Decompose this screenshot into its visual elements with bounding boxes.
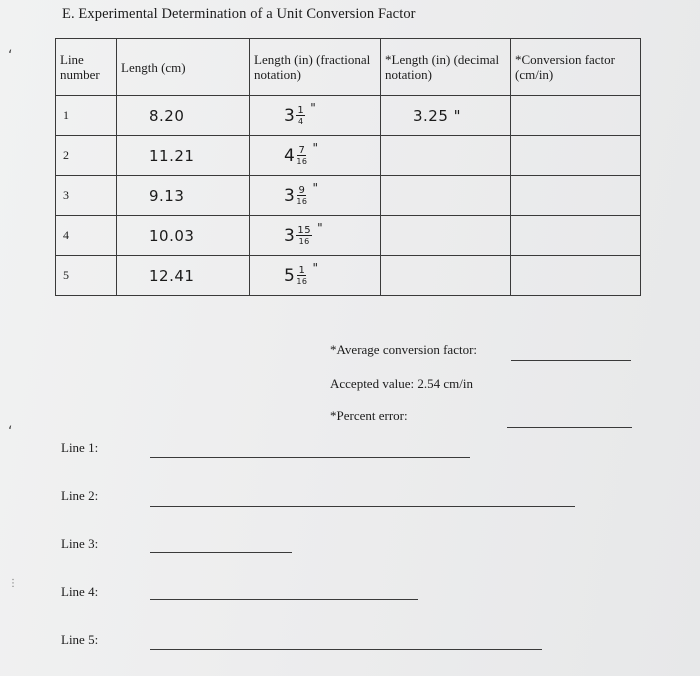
line-1-label: Line 1: xyxy=(61,440,99,455)
header-length-decimal: *Length (in) (decimal notation) xyxy=(381,39,511,96)
fraction-denominator: 4 xyxy=(297,116,304,126)
line-number-cell: 3 xyxy=(56,176,117,216)
length-decimal-cell[interactable] xyxy=(381,176,511,216)
fraction-denominator: 16 xyxy=(298,236,310,246)
header-length-fractional: Length (in) (fractional notation) xyxy=(250,39,381,96)
table-header-row xyxy=(56,39,641,96)
inch-mark: " xyxy=(312,140,319,155)
fraction-whole: 3 xyxy=(284,105,296,126)
fraction-stack xyxy=(296,186,307,206)
conversion-factor-cell[interactable] xyxy=(511,216,641,256)
fraction-whole: 4 xyxy=(284,145,296,166)
fraction-whole: 5 xyxy=(284,265,296,286)
line-3-answer-blank[interactable] xyxy=(150,552,292,553)
table-row xyxy=(56,136,641,176)
fraction-numerator: 1 xyxy=(297,104,305,116)
binder-mark-icon: ‘ xyxy=(8,424,13,440)
percent-error-label: *Percent error: xyxy=(330,408,408,423)
accepted-value-label: Accepted value: 2.54 cm/in xyxy=(330,376,473,391)
table-row xyxy=(56,96,641,136)
line-1-answer-blank[interactable] xyxy=(150,457,470,458)
binder-mark-icon: ‘ xyxy=(8,48,13,64)
fraction-stack xyxy=(296,266,307,286)
fraction-numerator: 15 xyxy=(297,224,312,236)
line-4-label: Line 4: xyxy=(61,584,99,599)
length-cm-cell: 10.03 xyxy=(117,216,250,256)
length-decimal-cell[interactable] xyxy=(381,256,511,296)
fraction-numerator: 7 xyxy=(298,144,306,156)
line-2-label: Line 2: xyxy=(61,488,99,503)
table-row xyxy=(56,216,641,256)
conversion-table xyxy=(55,38,641,296)
line-number-cell: 2 xyxy=(56,136,117,176)
header-length-cm: Length (cm) xyxy=(117,39,250,96)
conversion-factor-cell[interactable] xyxy=(511,176,641,216)
conversion-factor-cell[interactable] xyxy=(511,256,641,296)
conversion-factor-cell[interactable] xyxy=(511,136,641,176)
line-5-answer-blank[interactable] xyxy=(150,649,542,650)
fraction-stack xyxy=(296,146,307,166)
length-decimal-cell[interactable] xyxy=(381,216,511,256)
handwritten-fraction xyxy=(284,180,319,206)
fraction-whole: 3 xyxy=(284,185,296,206)
length-fraction-cell xyxy=(250,256,381,296)
table-row xyxy=(56,256,641,296)
length-fraction-cell xyxy=(250,96,381,136)
fraction-denominator: 16 xyxy=(296,196,308,206)
line-3-label: Line 3: xyxy=(61,536,99,551)
handwritten-fraction xyxy=(284,100,317,126)
fraction-denominator: 16 xyxy=(296,156,308,166)
handwritten-fraction xyxy=(284,260,319,286)
fraction-stack xyxy=(296,226,312,246)
line-4-answer-blank[interactable] xyxy=(150,599,418,600)
length-cm-cell: 8.20 xyxy=(117,96,250,136)
length-fraction-cell xyxy=(250,216,381,256)
header-line-number: Line number xyxy=(56,39,117,96)
percent-error-blank[interactable] xyxy=(507,427,632,428)
inch-mark: " xyxy=(317,220,324,235)
handwritten-fraction xyxy=(284,220,324,246)
inch-mark: " xyxy=(312,180,319,195)
line-number-cell: 4 xyxy=(56,216,117,256)
average-factor-blank[interactable] xyxy=(511,360,631,361)
fraction-stack xyxy=(296,106,305,126)
fraction-denominator: 16 xyxy=(296,276,308,286)
length-cm-cell: 9.13 xyxy=(117,176,250,216)
length-decimal-cell[interactable] xyxy=(381,136,511,176)
line-number-cell: 1 xyxy=(56,96,117,136)
fraction-numerator: 9 xyxy=(298,184,306,196)
average-factor-label: *Average conversion factor: xyxy=(330,342,478,357)
length-cm-cell: 11.21 xyxy=(117,136,250,176)
table-row xyxy=(56,176,641,216)
margin-dots-icon: ⋮ xyxy=(8,578,18,589)
section-title: E. Experimental Determination of a Unit Conversion Factor xyxy=(62,6,416,22)
inch-mark: " xyxy=(310,100,317,115)
length-fraction-cell xyxy=(250,176,381,216)
header-conversion-factor: *Conversion factor (cm/in) xyxy=(511,39,641,96)
fraction-numerator: 1 xyxy=(298,264,306,276)
length-decimal-cell[interactable]: 3.25 " xyxy=(381,96,511,136)
handwritten-fraction xyxy=(284,140,319,166)
fraction-whole: 3 xyxy=(284,225,296,246)
length-fraction-cell xyxy=(250,136,381,176)
inch-mark: " xyxy=(312,260,319,275)
conversion-factor-cell[interactable] xyxy=(511,96,641,136)
line-number-cell: 5 xyxy=(56,256,117,296)
line-5-label: Line 5: xyxy=(61,632,99,647)
line-2-answer-blank[interactable] xyxy=(150,506,575,507)
length-cm-cell: 12.41 xyxy=(117,256,250,296)
